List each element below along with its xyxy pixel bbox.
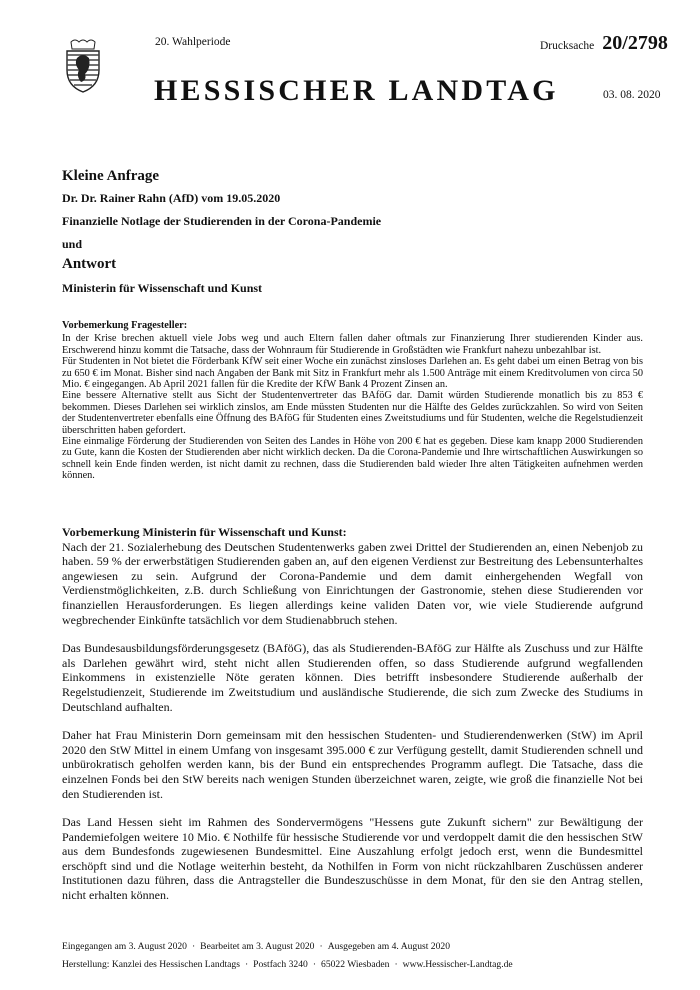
drucksache-number: 20/2798: [602, 32, 668, 54]
hessen-coat-of-arms-icon: [63, 38, 103, 94]
minister-paragraph: Nach der 21. Sozialerhebung des Deutschen Studentenwerks gaben zwei Drittel der Studierenden an, einen Nebenjob zu haben. 59 % der erwerbstätigen Studierenden gaben an, auf den eigenen Verdienst zur Bestreitung des Lebensunterhaltes angewiesen zu sein. Aufgrund der Corona-Pandemie und dem damit einhergehenden Wegfall von Verdienstmöglichkeiten, z.B. durch Schließung von Einrichtungen der Gastronomie, stehen diese Studierenden vor finanziellen Herausforderungen. Es liegen allerdings keine validen Daten vor, wie viele Studierende aufgrund wegbrechender Einkünfte tatsächlich vor dem Studienabbruch stehen.: [62, 539, 643, 627]
minister-paragraph: Das Bundesausbildungsförderungsgesetz (BAföG), das als Studierenden-BAföG zur Hälfte als Zuschuss und zur Hälfte als Darlehen gewährt wird, steht nicht allen Studierenden offen, so dass Studierende aufgrund wegfallenden Einkommens in existenzielle Nöte geraten können. Dies betrifft insbesondere Studierende außerhalb der Regelstudienzeit, Studierende im Zweitstudium und ausländische Studierende, die sich zum Zwecke des Studiums in Deutschland aufhalten.: [62, 641, 643, 714]
separator-dot: ·: [244, 959, 249, 970]
minister-preface: [62, 525, 643, 917]
separator-dot: ·: [191, 941, 196, 952]
website-link[interactable]: www.Hessischer-Landtag.de: [402, 959, 513, 970]
inquiry-author: Dr. Dr. Rainer Rahn (AfD) vom 19.05.2020: [62, 191, 281, 205]
questioner-preface-title: Vorbemerkung Fragesteller:: [62, 320, 188, 331]
footer: [62, 938, 662, 974]
minister-paragraph: Das Land Hessen sieht im Rahmen des Sondervermögens "Hessens gute Zukunft sichern" zur Bewältigung der Pandemiefolgen weitere 10 Mio. € Nothilfe für hessische Studierende vor und verdoppelt damit die den hessischen StW aus dem Bundesfonds zugewiesenen Bundesmittel. Eine Auszahlung erfolgt jedoch erst, wenn die Bundesmittel erschöpft sind und die Notlage weiterhin besteht, da Nothilfen in Form von nicht rückzahlbaren Zuschüssen anderer Institutionen dazu führen, dass die Antragsteller die Bundeszuschüsse in dem Monat, für den sie den Antrag stellen, nicht erhalten können.: [62, 815, 643, 903]
separator-dot: ·: [319, 941, 323, 952]
issued-date: Ausgegeben am 4. August 2020: [327, 941, 450, 952]
und-label: und: [62, 237, 83, 251]
footer-dates: [62, 938, 662, 956]
processed-date: Bearbeitet am 3. August 2020: [200, 941, 315, 952]
footer-publisher: [62, 956, 662, 974]
separator-dot: ·: [394, 959, 398, 970]
drucksache-label: Drucksache: [540, 40, 595, 52]
parliament-title: HESSISCHER LANDTAG: [154, 74, 559, 107]
questioner-paragraph: Eine bessere Alternative stellt aus Sicht der Studentenvertreter das BAföG dar. Damit würden Studierende monatlich bis zu 853 € bekommen. Dieses Darlehen sei wirklich zinslos, am Ende müssten Studenten nur die Hälfte des Geldes zurückzahlen. So wird von Seiten der Studentenvertreter ebenfalls eine Öffnung des BAföG für Studenten eines Zweitstudiums und für Studenten, welche die Regelstudienzeit überschritten haben gefordert.: [62, 390, 643, 436]
inquiry-type: Kleine Anfrage: [62, 168, 160, 184]
postbox: Postfach 3240: [253, 959, 308, 970]
publisher: Herstellung: Kanzlei des Hessischen Landtags: [62, 959, 240, 970]
answer-heading: Antwort: [62, 256, 117, 272]
publication-date: 03. 08. 2020: [603, 89, 661, 101]
separator-dot: ·: [312, 959, 317, 970]
questioner-paragraph: Für Studenten in Not bietet die Förderbank KfW seit einer Woche ein zunächst zinsloses Darlehen an. Es geht dabei um einen Betrag von bis zu 650 € im Monat. Bisher sind nach Angaben der Bank mit Sitz in Frankfurt mehr als 1.500 Anträge mit einem Kreditvolumen von circa 50 Mio. € eingegangen. Ab April 2021 fallen für die Kredite der KfW Bank 4 Prozent Zinsen an.: [62, 356, 643, 391]
received-date: Eingegangen am 3. August 2020: [62, 941, 187, 952]
inquiry-subject: Finanzielle Notlage der Studierenden in der Corona-Pandemie: [62, 214, 382, 228]
minister-preface-title: Vorbemerkung Ministerin für Wissenschaft und Kunst:: [62, 525, 347, 539]
questioner-paragraph: Eine einmalige Förderung der Studierenden von Seiten des Landes in Höhe von 200 € hat es gegeben. Diese kam knapp 2000 Studierenden zu Gute, kann die Kosten der Studierenden aber nicht wirklich decken. Da die Corona-Pandemie und Ihre wirtschaftlichen Auswirkungen so schnell kein Ende finden werden, ist nicht damit zu rechnen, dass die Studierenden bald wieder Ihre alten Tätigkeiten aufnehmen werden können.: [62, 436, 643, 482]
questioner-preface: [62, 320, 643, 482]
postal-city: 65022 Wiesbaden: [321, 959, 390, 970]
document-heading: [62, 168, 662, 304]
drucksache: [540, 32, 668, 55]
ministry-name: Ministerin für Wissenschaft und Kunst: [62, 281, 263, 295]
legislative-period: 20. Wahlperiode: [155, 36, 231, 48]
minister-paragraph: Daher hat Frau Ministerin Dorn gemeinsam mit den hessischen Studenten- und Studierendenwerken (StW) im April 2020 den StW Mittel in einem Umfang von insgesamt 395.000 € zur Verfügung gestellt, damit Studierenden schnell und unbürokratisch geholfen werden kann, bis der Bund ein entsprechendes Programm auflegt. Die Tatsache, dass die einzelnen Fonds bei den StW bereits nach wenigen Stunden überzeichnet waren, zeigte, wie groß die finanzielle Not bei den Studierenden ist.: [62, 728, 643, 801]
questioner-paragraph: In der Krise brechen aktuell viele Jobs weg und auch Eltern fallen daher oftmals zur Finanzierung Ihrer studierenden Kinder aus. Erschwerend hinzu kommt die Tatsache, dass der Wohnraum für Studierende in Großstädten wie Frankfurt nahezu unbezahlbar ist.: [62, 333, 643, 356]
